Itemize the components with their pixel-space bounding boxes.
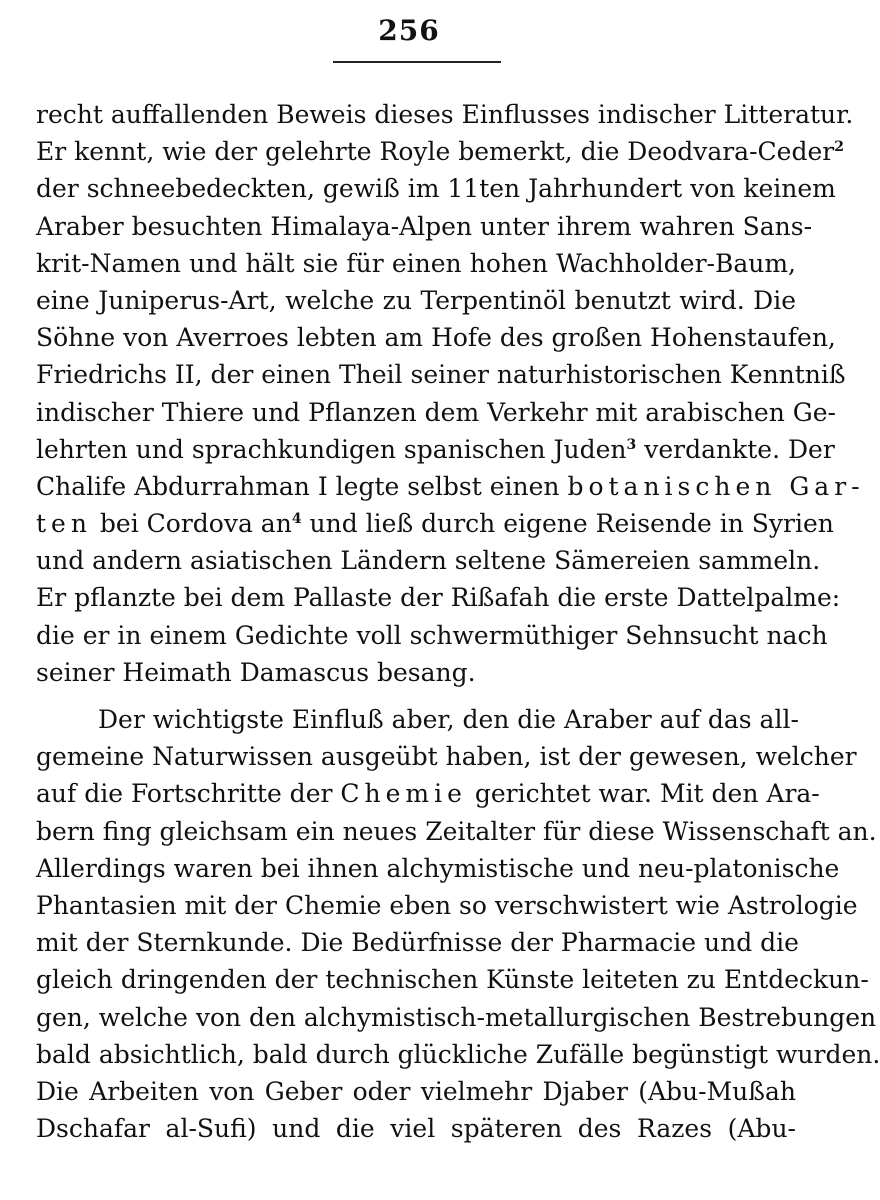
paragraph-gap [36, 691, 796, 701]
text-run: verdankte. Der [636, 434, 835, 464]
text-run: Chalife Abdurrahman I legte selbst einen [36, 471, 568, 501]
text-run: bern fing gleichsam ein neues Zeitalter für diese Wissenschaft an. [36, 816, 877, 846]
text-line [36, 999, 877, 1036]
text-line [36, 924, 799, 961]
text-run: bald absichtlich, bald durch glückliche Zufälle begünstigt wurden. [36, 1039, 880, 1069]
text-run: gerichtet war. Mit den Ara- [466, 779, 820, 809]
emphasized-text: botanischen Gar- [567, 471, 865, 501]
text-run: Allerdings waren bei ihnen alchymistische und neu-platonische [36, 853, 840, 883]
footnote-marker: 2 [834, 139, 844, 156]
text-run: mit der Sternkunde. Die Bedürfnisse der Pharmacie und die [36, 928, 799, 958]
text-line [36, 1036, 880, 1073]
text-run: gen, welche von den alchymistisch-metallurgischen Bestrebungen [36, 1002, 877, 1032]
text-line [36, 96, 854, 133]
header-rule [333, 61, 501, 63]
footnote-marker: 3 [626, 436, 637, 453]
text-run: eine Juniperus-Art, welche zu Terpentinöl benutzt wird. Die [36, 285, 796, 315]
paragraph [36, 96, 865, 691]
text-line [36, 319, 836, 356]
text-line [36, 505, 834, 542]
page-number: 256 [378, 14, 440, 47]
text-line [36, 775, 820, 812]
text-line [36, 282, 796, 319]
text-run: die er in einem Gedichte voll schwermüthiger Sehnsucht nach [36, 620, 828, 650]
paragraph [36, 701, 880, 1147]
text-run: Friedrichs II, der einen Theil seiner naturhistorischen Kenntniß [36, 360, 846, 390]
text-line [36, 887, 858, 924]
text-run: recht auffallenden Beweis dieses Einflusses indischer Litteratur. [36, 100, 854, 129]
text-line [36, 431, 835, 468]
text-run: gleich dringenden der technischen Künste leiteten zu Entdeckun- [36, 965, 869, 995]
text-run: Araber besuchten Himalaya-Alpen unter ihrem wahren Sans- [36, 211, 813, 241]
text-line [36, 961, 869, 998]
text-line [36, 738, 857, 775]
text-run: seiner Heimath Damascus besang. [36, 657, 476, 687]
emphasized-text: Chemie [340, 779, 467, 809]
text-line [36, 356, 846, 393]
text-run: Phantasien mit der Chemie eben so verschwistert wie Astrologie [36, 890, 858, 920]
text-run: krit-Namen und hält sie für einen hohen Wachholder-Baum, [36, 248, 796, 278]
text-run: Söhne von Averroes lebten am Hofe des großen Hohenstaufen, [36, 323, 836, 353]
text-run: indischer Thiere und Pflanzen dem Verkehr mit arabischen Ge- [36, 397, 836, 427]
text-line [36, 394, 836, 431]
text-line [36, 1110, 796, 1147]
text-line [36, 1073, 796, 1110]
text-run: Dschafar al-Sufi) und die viel späteren des Razes (Abu- [36, 1114, 796, 1144]
text-run: Der wichtigste Einfluß aber, den die Araber auf das all- [98, 705, 799, 734]
text-run: bei Cordova an [91, 509, 292, 539]
text-line [36, 468, 865, 505]
text-line [36, 133, 844, 170]
text-run: und andern asiatischen Ländern seltene Sämereien sammeln. [36, 546, 821, 576]
text-line [36, 654, 796, 691]
text-run: gemeine Naturwissen ausgeübt haben, ist der gewesen, welcher [36, 742, 857, 772]
text-run: lehrten und sprachkundigen spanischen Juden [36, 434, 627, 464]
text-line [36, 542, 821, 579]
text-line [36, 208, 813, 245]
text-line [36, 813, 877, 850]
text-run: Die Arbeiten von Geber oder vielmehr Djaber (Abu-Mußah [36, 1076, 796, 1106]
text-line [36, 579, 841, 616]
text-line [36, 170, 836, 207]
footnote-marker: 4 [291, 511, 302, 528]
text-run: Er kennt, wie der gelehrte Royle bemerkt, die Deodvara-Ceder [36, 137, 835, 167]
text-run: auf die Fortschritte der [36, 779, 341, 809]
emphasized-text: ten [36, 509, 92, 539]
body-text [36, 96, 880, 1147]
text-line [36, 701, 799, 738]
text-run: der schneebedeckten, gewiß im 11ten Jahrhundert von keinem [36, 174, 836, 204]
text-line [36, 245, 796, 282]
text-run: und ließ durch eigene Reisende in Syrien [301, 509, 834, 539]
text-line [36, 850, 840, 887]
text-run: Er pflanzte bei dem Pallaste der Rißafah die erste Dattelpalme: [36, 583, 841, 613]
text-line [36, 617, 828, 654]
